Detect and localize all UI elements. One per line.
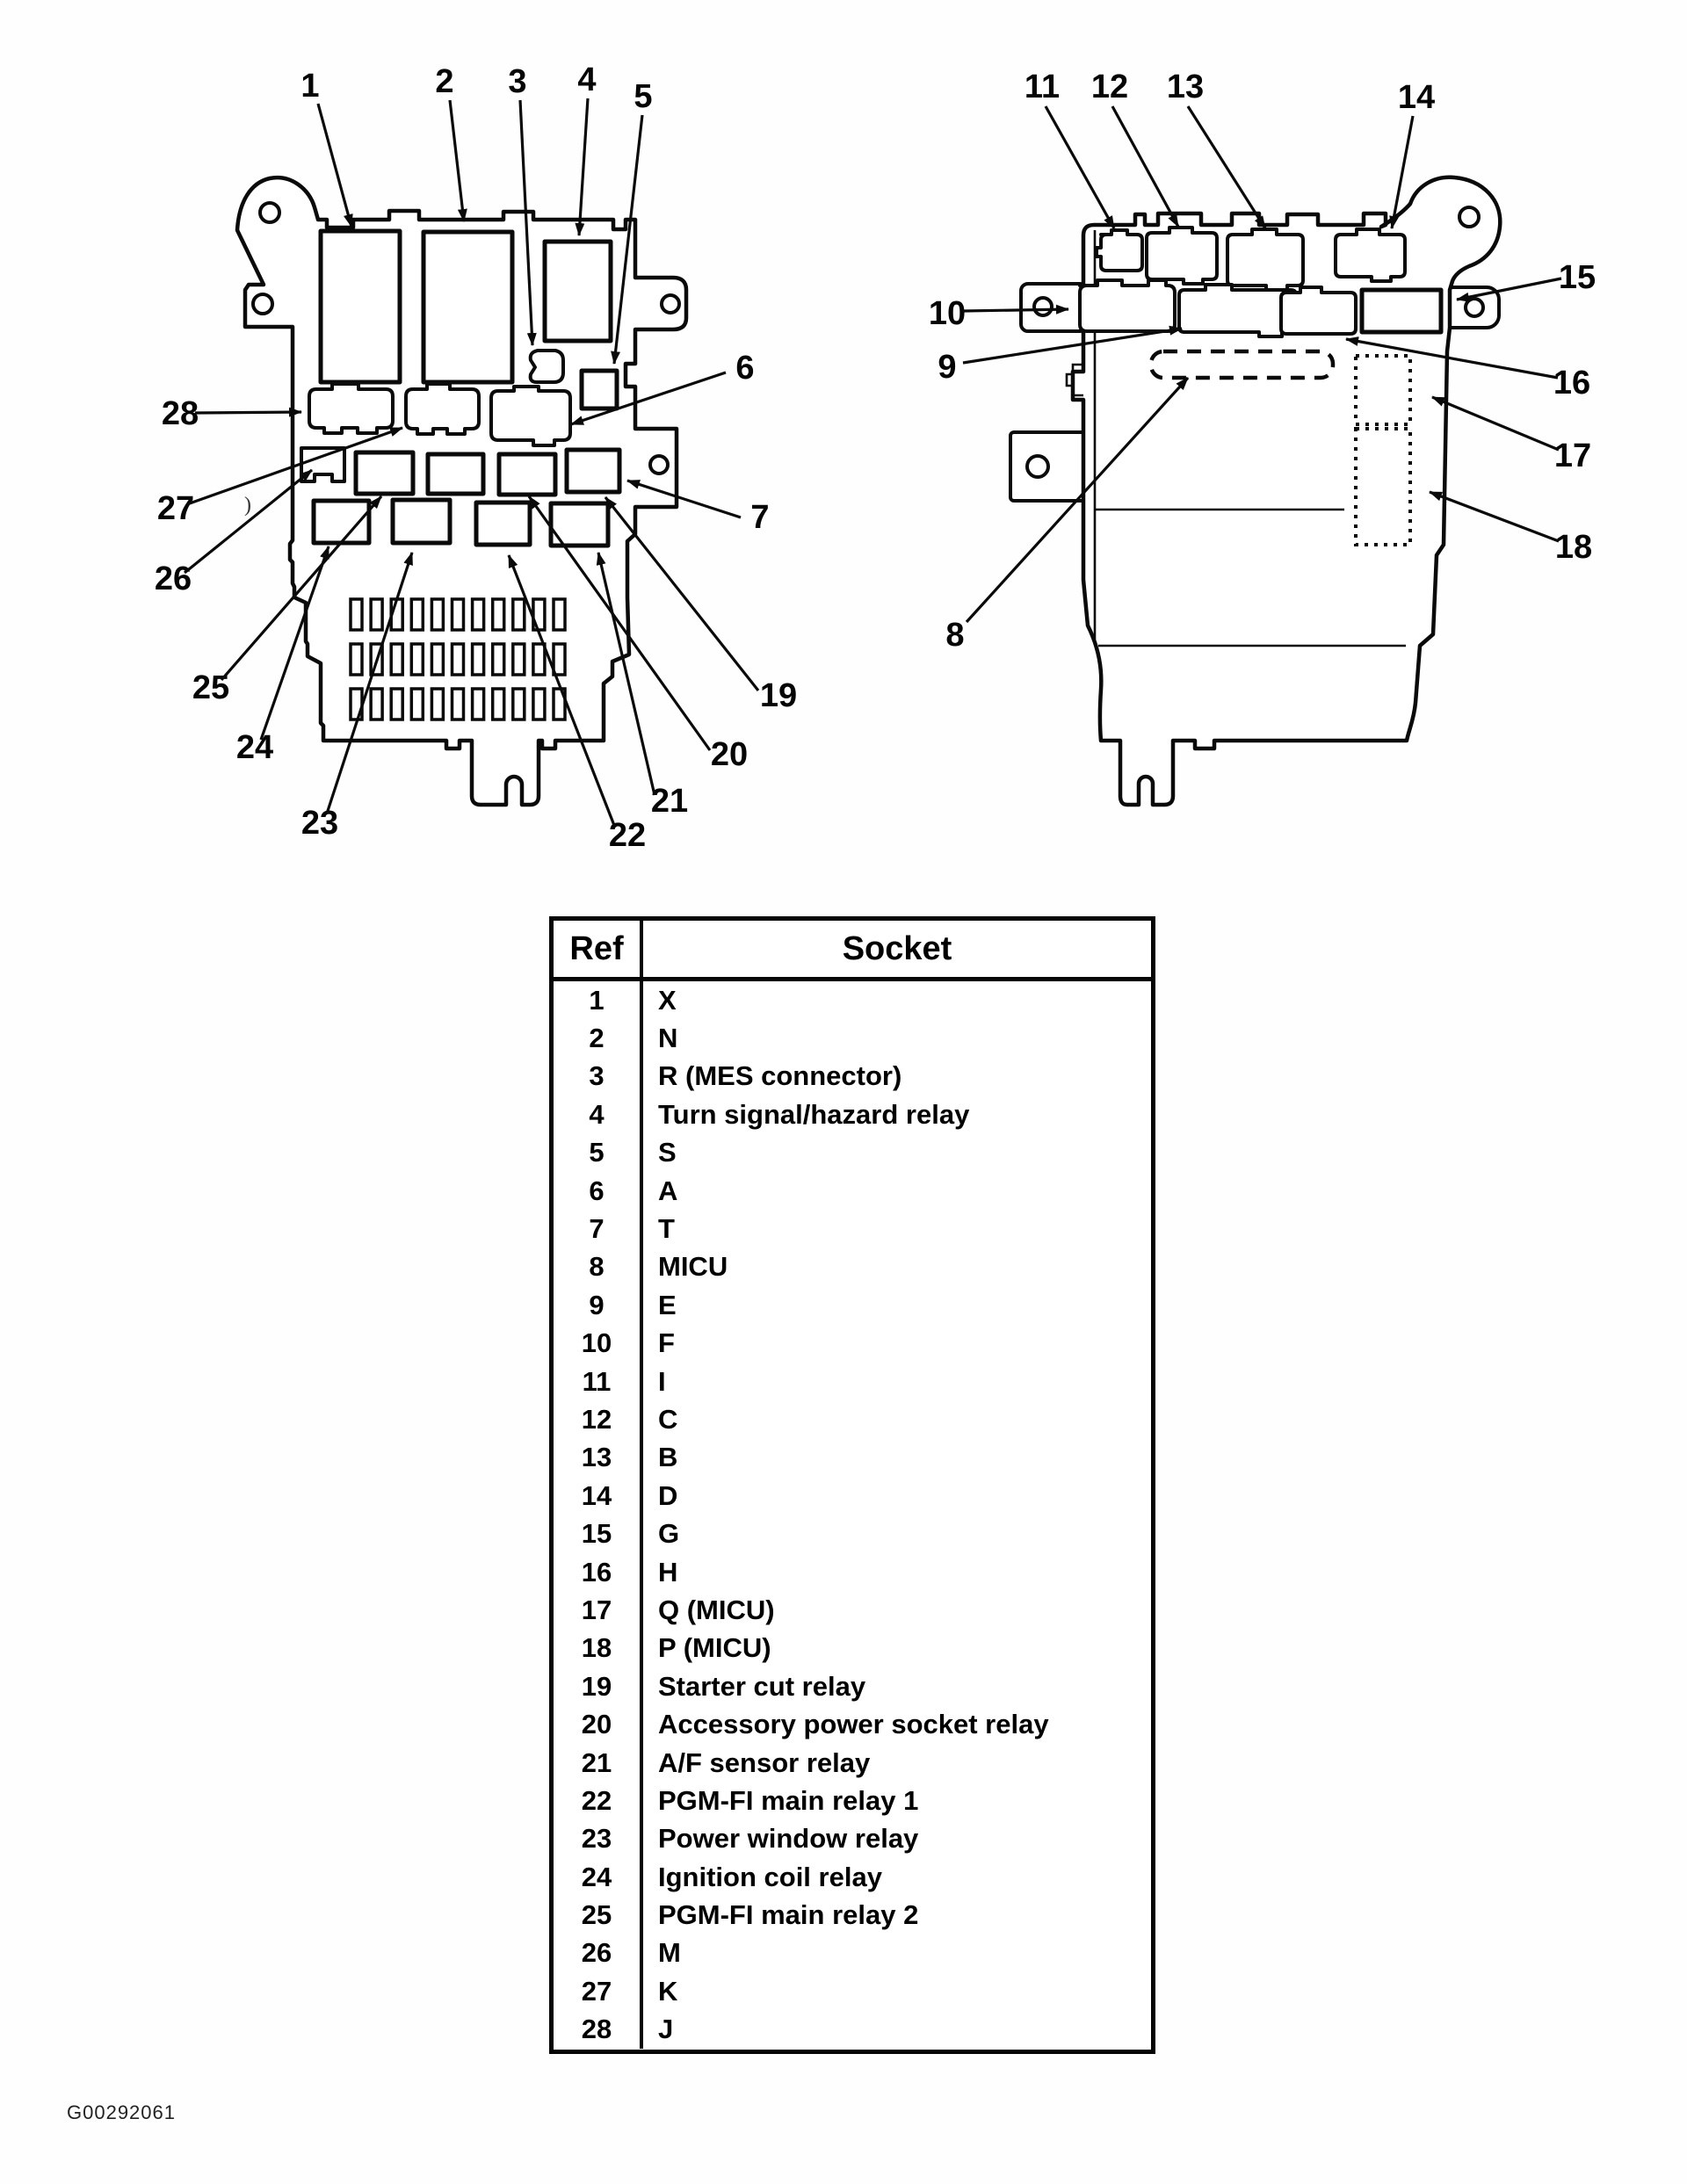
callout-12: 12: [1090, 69, 1129, 105]
ref-cell: 4: [554, 1096, 643, 1133]
fuse-slot: [391, 644, 402, 675]
callout-15: 15: [1558, 259, 1596, 296]
table-row: [554, 1820, 1151, 1858]
ref-cell: 17: [554, 1591, 643, 1629]
fuse-slot: [351, 644, 362, 675]
callout-23: 23: [300, 805, 339, 842]
callout-20: 20: [710, 736, 749, 773]
table-row: [554, 1553, 1151, 1591]
socket-cell: F: [658, 1327, 675, 1359]
socket-a: [491, 387, 570, 445]
socket-d: [1336, 229, 1405, 281]
fuse-slot: [533, 689, 545, 720]
fuse-slot: [453, 689, 464, 720]
socket-i: [1097, 230, 1142, 271]
ref-cell: 11: [554, 1363, 643, 1400]
socket-cell: PGM-FI main relay 2: [658, 1899, 919, 1931]
table-row: [554, 1591, 1151, 1629]
fuse-box-diagrams: [0, 0, 1687, 887]
callout-16: 16: [1553, 365, 1591, 401]
ref-cell: 15: [554, 1515, 643, 1552]
fuse-slot: [533, 644, 545, 675]
ref-cell: 22: [554, 1782, 643, 1819]
socket-cell: R (MES connector): [658, 1060, 902, 1092]
callout-arrow-13: [1188, 106, 1265, 228]
callout-9: 9: [938, 349, 957, 386]
fuse-slot: [391, 689, 402, 720]
fuse-slot: [371, 689, 382, 720]
mounting-hole: [1034, 298, 1052, 315]
ref-cell: 19: [554, 1667, 643, 1705]
table-row: [554, 1858, 1151, 1896]
socket-s: [582, 371, 617, 409]
callout-27: 27: [156, 490, 195, 527]
socket-x: [321, 231, 400, 382]
ref-cell: 26: [554, 1935, 643, 1972]
fuse-slot: [513, 599, 525, 630]
socket-t: [567, 450, 619, 492]
ref-cell: 1: [554, 981, 643, 1019]
table-row: [554, 981, 1151, 1019]
ref-cell: 25: [554, 1896, 643, 1934]
ref-cell: 6: [554, 1172, 643, 1210]
callout-11: 11: [1024, 69, 1061, 105]
fuse-slot: [431, 644, 443, 675]
callout-26: 26: [154, 560, 192, 597]
table-row: [554, 1210, 1151, 1247]
callout-arrow-2: [450, 100, 464, 221]
socket-cell: N: [658, 1023, 678, 1054]
socket-j: [309, 384, 393, 433]
ref-cell: 13: [554, 1439, 643, 1477]
socket-n: [424, 232, 512, 382]
socket-cell: M: [658, 1937, 681, 1969]
socket-cell: P (MICU): [658, 1632, 771, 1664]
callout-6: 6: [735, 350, 755, 387]
socket-cell: X: [658, 984, 677, 1016]
callout-13: 13: [1166, 69, 1205, 105]
table-row: [554, 1477, 1151, 1515]
fuse-slot: [453, 644, 464, 675]
table-header-socket: Socket: [842, 929, 952, 967]
middle-row-socket: [428, 454, 483, 494]
socket-cell: T: [658, 1213, 675, 1245]
callout-3: 3: [508, 63, 527, 100]
table-row: [554, 1058, 1151, 1096]
socket-cell: K: [658, 1975, 678, 2007]
table-row: [554, 1019, 1151, 1057]
socket-cell: PGM-FI main relay 1: [658, 1784, 919, 1816]
callout-1: 1: [300, 68, 320, 105]
table-row: [554, 1515, 1151, 1552]
table-row: [554, 2011, 1151, 2049]
pgm-fi-main-relay-1-socket: [476, 503, 530, 545]
fuse-slot: [493, 644, 504, 675]
ref-cell: 3: [554, 1058, 643, 1096]
turn-signal-hazard-relay-socket: [545, 242, 611, 341]
fuse-slot: [431, 599, 443, 630]
callout-24: 24: [235, 729, 274, 766]
callout-arrow-1: [318, 104, 351, 227]
socket-cell: S: [658, 1137, 677, 1168]
mounting-hole: [253, 294, 272, 314]
callout-5: 5: [634, 78, 653, 115]
callout-arrow-18: [1430, 492, 1559, 541]
fuse-slot: [371, 599, 382, 630]
stray-scan-mark: ): [244, 494, 251, 517]
table-row: [554, 1134, 1151, 1172]
fuse-box-rear-view: [929, 69, 1596, 805]
table-row: [554, 1667, 1151, 1705]
socket-cell: Q (MICU): [658, 1594, 775, 1625]
mounting-hole: [1027, 456, 1048, 477]
ref-cell: 24: [554, 1858, 643, 1896]
callout-21: 21: [650, 783, 689, 820]
socket-cell: J: [658, 2014, 674, 2045]
mounting-hole: [1459, 207, 1479, 227]
power-window-relay-socket: [393, 500, 450, 543]
fuse-slot: [411, 689, 423, 720]
table-row: [554, 1248, 1151, 1286]
table-row: [554, 1363, 1151, 1400]
callout-19: 19: [759, 677, 798, 714]
table-row: [554, 1172, 1151, 1210]
table-header-ref: Ref: [554, 921, 643, 977]
pgm-fi-main-relay-2-socket: [356, 452, 413, 494]
table-row: [554, 1286, 1151, 1324]
socket-cell: C: [658, 1403, 678, 1435]
socket-cell: Turn signal/hazard relay: [658, 1098, 970, 1130]
table-row: [554, 1630, 1151, 1667]
fuse-slot: [453, 599, 464, 630]
callout-2: 2: [435, 63, 454, 100]
callout-arrow-12: [1112, 106, 1178, 227]
figure-code: G00292061: [67, 2101, 176, 2123]
table-row: [554, 1782, 1151, 1819]
ref-cell: 14: [554, 1477, 643, 1515]
socket-cell: H: [658, 1556, 678, 1587]
socket-cell: Power window relay: [658, 1823, 919, 1855]
table-row: [554, 1325, 1151, 1363]
ref-cell: 16: [554, 1553, 643, 1591]
socket-f: [1080, 280, 1175, 331]
socket-e: [1179, 285, 1296, 336]
callout-14: 14: [1397, 79, 1436, 116]
socket-cell: Ignition coil relay: [658, 1861, 882, 1892]
ref-cell: 20: [554, 1705, 643, 1743]
table-row: [554, 1896, 1151, 1934]
ref-cell: 9: [554, 1286, 643, 1324]
ref-cell: 23: [554, 1820, 643, 1858]
table-header-row: [554, 921, 1151, 981]
socket-cell: MICU: [658, 1251, 728, 1283]
socket-cell: B: [658, 1442, 678, 1473]
ref-cell: 10: [554, 1325, 643, 1363]
socket-cell: Accessory power socket relay: [658, 1709, 1049, 1740]
socket-cell: G: [658, 1518, 680, 1550]
ref-cell: 12: [554, 1400, 643, 1438]
callout-arrow-10: [963, 309, 1068, 311]
socket-g: [1362, 290, 1441, 332]
socket-cell: E: [658, 1289, 677, 1320]
mounting-hole: [662, 295, 679, 313]
fuse-slot: [513, 644, 525, 675]
socket-cell: D: [658, 1479, 678, 1511]
callout-18: 18: [1554, 529, 1593, 566]
fuse-slot: [411, 599, 423, 630]
fuse-slot: [351, 599, 362, 630]
accessory-power-socket-relay-socket: [499, 454, 555, 495]
callout-7: 7: [750, 499, 770, 536]
socket-cell: I: [658, 1365, 666, 1397]
table-row: [554, 1972, 1151, 2010]
table-row: [554, 1096, 1151, 1133]
table-row: [554, 1744, 1151, 1782]
socket-c: [1147, 228, 1217, 284]
ref-cell: 27: [554, 1972, 643, 2010]
socket-cell: A/F sensor relay: [658, 1746, 871, 1778]
socket-h: [1281, 287, 1356, 334]
fuse-slot: [411, 644, 423, 675]
mounting-hole: [260, 203, 279, 222]
ref-cell: 28: [554, 2011, 643, 2049]
fuse-slot: [473, 644, 484, 675]
callout-arrow-4: [579, 98, 588, 235]
callout-25: 25: [192, 669, 230, 706]
socket-reference-table: [549, 916, 1155, 2054]
callout-22: 22: [608, 817, 647, 854]
ref-cell: 7: [554, 1210, 643, 1247]
callout-arrow-11: [1046, 106, 1114, 228]
socket-cell: Starter cut relay: [658, 1670, 866, 1702]
mounting-hole: [650, 456, 668, 474]
ref-cell: 5: [554, 1134, 643, 1172]
fuse-slot: [554, 644, 565, 675]
fuse-slot: [554, 599, 565, 630]
callout-28: 28: [161, 395, 199, 432]
fuse-slot: [431, 689, 443, 720]
left-mounting-ear: [1021, 284, 1087, 331]
mes-connector: [531, 351, 563, 382]
ref-cell: 21: [554, 1744, 643, 1782]
table-body: [554, 981, 1151, 2050]
table-row: [554, 1705, 1151, 1743]
callout-10: 10: [928, 295, 967, 332]
callout-arrow-17: [1432, 397, 1559, 450]
ref-cell: 18: [554, 1630, 643, 1667]
ref-cell: 2: [554, 1019, 643, 1057]
fuse-slot: [493, 599, 504, 630]
fuse-slot: [513, 689, 525, 720]
callout-17: 17: [1553, 438, 1592, 474]
table-row: [554, 1400, 1151, 1438]
table-row: [554, 1935, 1151, 1972]
mounting-hole: [1466, 299, 1483, 316]
callout-4: 4: [577, 61, 597, 98]
callout-8: 8: [945, 617, 965, 654]
table-row: [554, 1439, 1151, 1477]
ref-cell: 8: [554, 1248, 643, 1286]
callout-arrow-28: [195, 412, 301, 413]
fuse-box-front-view: [155, 61, 797, 854]
socket-cell: A: [658, 1175, 678, 1206]
fuse-slot: [493, 689, 504, 720]
socket-b: [1227, 229, 1303, 290]
fuse-slot: [473, 689, 484, 720]
fuse-slot: [473, 599, 484, 630]
socket-k: [406, 384, 479, 434]
